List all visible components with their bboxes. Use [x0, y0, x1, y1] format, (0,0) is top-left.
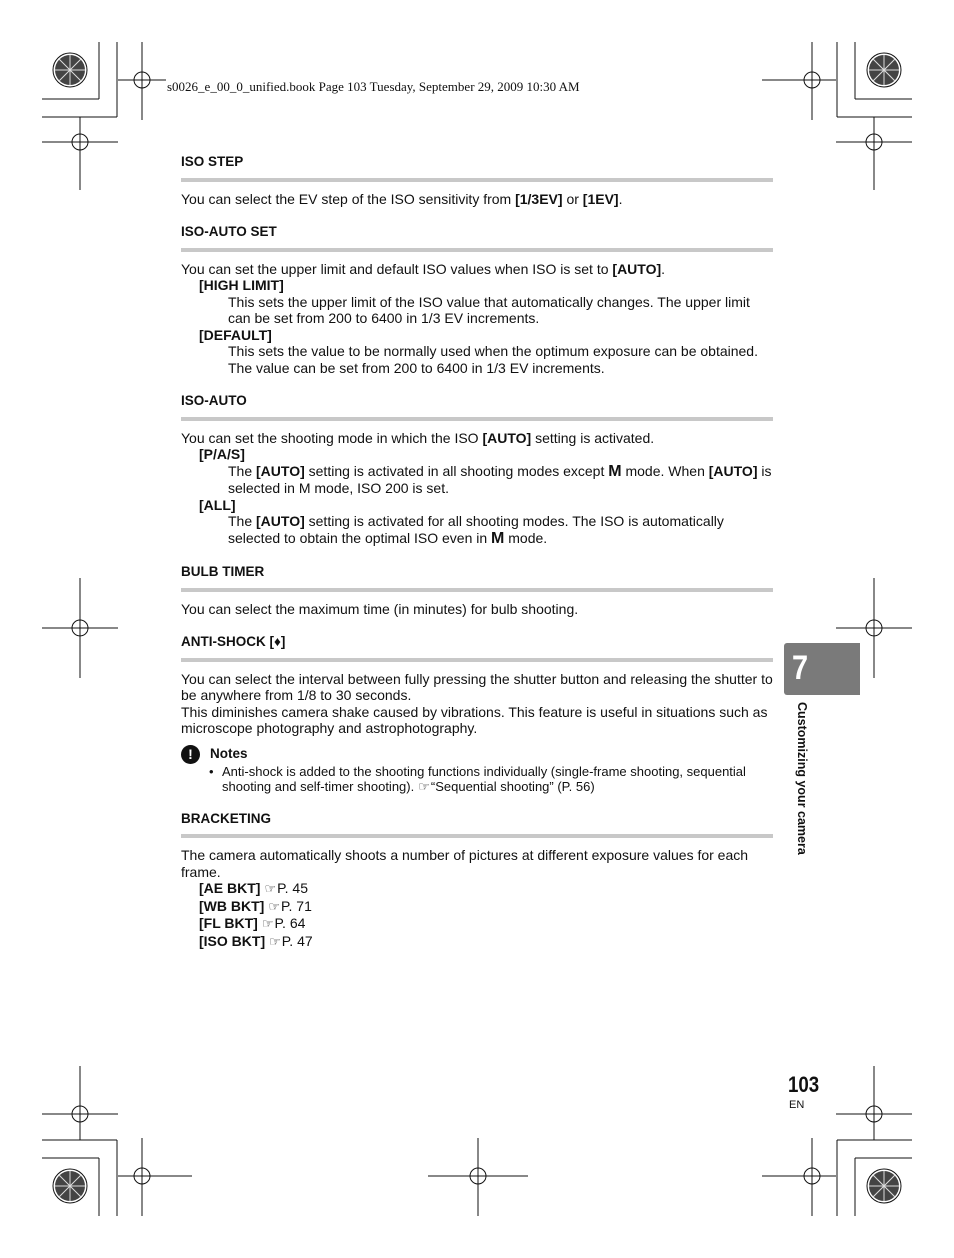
page-reference: P. 45 — [277, 880, 308, 896]
sub-label-all: [ALL] — [199, 496, 236, 513]
text-run: The — [228, 462, 257, 479]
page-language: EN — [789, 1099, 805, 1111]
notes-item — [209, 764, 773, 794]
text-run: setting is activated in all shooting modes except — [304, 462, 609, 479]
text-run: or — [562, 190, 583, 207]
reference-hand-icon: ☞ — [268, 898, 280, 914]
section-title: ANTI-SHOCK [♦] — [181, 634, 286, 649]
page-number: 103 — [788, 1072, 820, 1097]
section-rule — [181, 658, 773, 662]
bracket-item — [199, 915, 773, 933]
section-title: ISO-AUTO SET — [181, 224, 277, 239]
page-reference: P. 47 — [281, 932, 313, 949]
section-text — [181, 191, 773, 208]
section-title: BULB TIMER — [181, 564, 265, 579]
page-content — [181, 152, 773, 965]
bracket-item — [199, 933, 773, 951]
chapter-number: 7 — [792, 649, 809, 687]
text-run: mode. — [504, 529, 548, 546]
print-header: s0026_e_00_0_unified.book Page 103 Tuesday, September 29, 2009 10:30 AM — [167, 79, 580, 94]
chapter-title-vertical — [792, 702, 812, 882]
text-run: setting is activated. — [531, 429, 655, 446]
option-label: [AUTO] — [482, 429, 532, 446]
text-run: mode. When — [621, 462, 709, 479]
text-run: Anti-shock is added to the shooting functions individually (single-frame shooting, sequential shooting and self-timer shooting). — [222, 763, 746, 794]
section-text — [181, 261, 773, 278]
chapter-tab — [784, 643, 860, 695]
section-title: BRACKETING — [181, 810, 271, 826]
sub-body-all — [228, 513, 773, 547]
text-run: is selected in M mode, ISO 200 is set. — [228, 462, 772, 496]
caution-icon: ! — [181, 745, 200, 764]
sub-body-pas — [228, 463, 773, 497]
reference-hand-icon: ☞ — [418, 778, 430, 794]
section-title: ISO STEP — [181, 154, 244, 169]
option-label: [AUTO] — [256, 462, 305, 479]
page-reference: P. 71 — [280, 897, 312, 914]
text-run: setting is activated for all shooting modes. The ISO is automatically selected to obtain the optimal ISO even in — [228, 513, 724, 546]
reference-hand-icon: ☞ — [261, 916, 274, 931]
section-text: You can select the maximum time (in minutes) for bulb shooting. — [181, 600, 579, 617]
bracket-label: [WB BKT] — [199, 897, 265, 914]
section-iso-auto — [181, 391, 773, 547]
sub-label-default: [DEFAULT] — [199, 326, 272, 343]
section-rule — [181, 834, 773, 838]
section-iso-step — [181, 152, 773, 207]
sub-body-default: This sets the value to be normally used when the optimum exposure can be obtained. The value can be set from 200 to 6400 in 1/3 EV increments. — [228, 343, 758, 376]
reference-hand-icon: ☞ — [264, 881, 277, 896]
section-title: ISO-AUTO — [181, 393, 247, 408]
sub-label-pas: [P/A/S] — [199, 446, 245, 462]
section-anti-shock — [181, 632, 773, 794]
page-reference: P. 64 — [274, 915, 306, 931]
section-rule — [181, 417, 773, 421]
reference-hand-icon: ☞ — [269, 933, 281, 949]
text-run: You can set the upper limit and default ISO values when ISO is set to — [181, 260, 613, 277]
bracket-item — [199, 898, 773, 916]
chapter-title: Customizing your camera — [795, 702, 809, 855]
text-run: . — [661, 260, 666, 277]
sub-label-high-limit: [HIGH LIMIT] — [199, 277, 284, 293]
option-label: [1/3EV] — [515, 190, 563, 207]
text-run: You can select the EV step of the ISO sensitivity from — [181, 190, 516, 207]
section-text: You can select the interval between fully pressing the shutter button and releasing the shutter to be anywhere from 1/8 to 30 seconds. — [181, 670, 773, 703]
bracket-label: [FL BKT] — [199, 915, 258, 931]
section-bracketing — [181, 809, 773, 951]
option-label: [AUTO] — [612, 260, 662, 277]
section-iso-auto-set — [181, 222, 773, 376]
bracket-label: [AE BKT] — [199, 880, 261, 896]
text-run: . — [618, 190, 623, 207]
section-text — [181, 430, 773, 447]
section-rule — [181, 178, 773, 182]
section-rule — [181, 248, 773, 252]
manual-mode-icon: M — [608, 462, 622, 480]
bracket-item — [199, 880, 773, 898]
bracket-label: [ISO BKT] — [199, 932, 266, 949]
section-text: The camera automatically shoots a number of pictures at different exposure values for each frame. — [181, 847, 749, 880]
option-label: [AUTO] — [708, 462, 758, 479]
text-run: The — [228, 513, 257, 529]
notes-heading — [181, 745, 773, 764]
option-label: [AUTO] — [256, 513, 305, 529]
option-label: [1EV] — [582, 190, 619, 207]
bullet: • — [209, 763, 214, 779]
section-bulb-timer — [181, 562, 773, 617]
text-run: You can set the shooting mode in which the ISO — [181, 429, 483, 446]
section-text: This diminishes camera shake caused by vibrations. This feature is useful in situations such as microscope photography and astrophotography. — [181, 703, 768, 736]
notes-title: Notes — [210, 745, 248, 761]
page-reference: “Sequential shooting” (P. 56) — [430, 778, 595, 794]
sub-body-high-limit: This sets the upper limit of the ISO value that automatically changes. The upper limit can be set from 200 to 6400 in 1/3 EV increments. — [228, 293, 750, 326]
manual-mode-icon: M — [491, 529, 505, 547]
section-rule — [181, 588, 773, 592]
note-text — [222, 764, 773, 794]
